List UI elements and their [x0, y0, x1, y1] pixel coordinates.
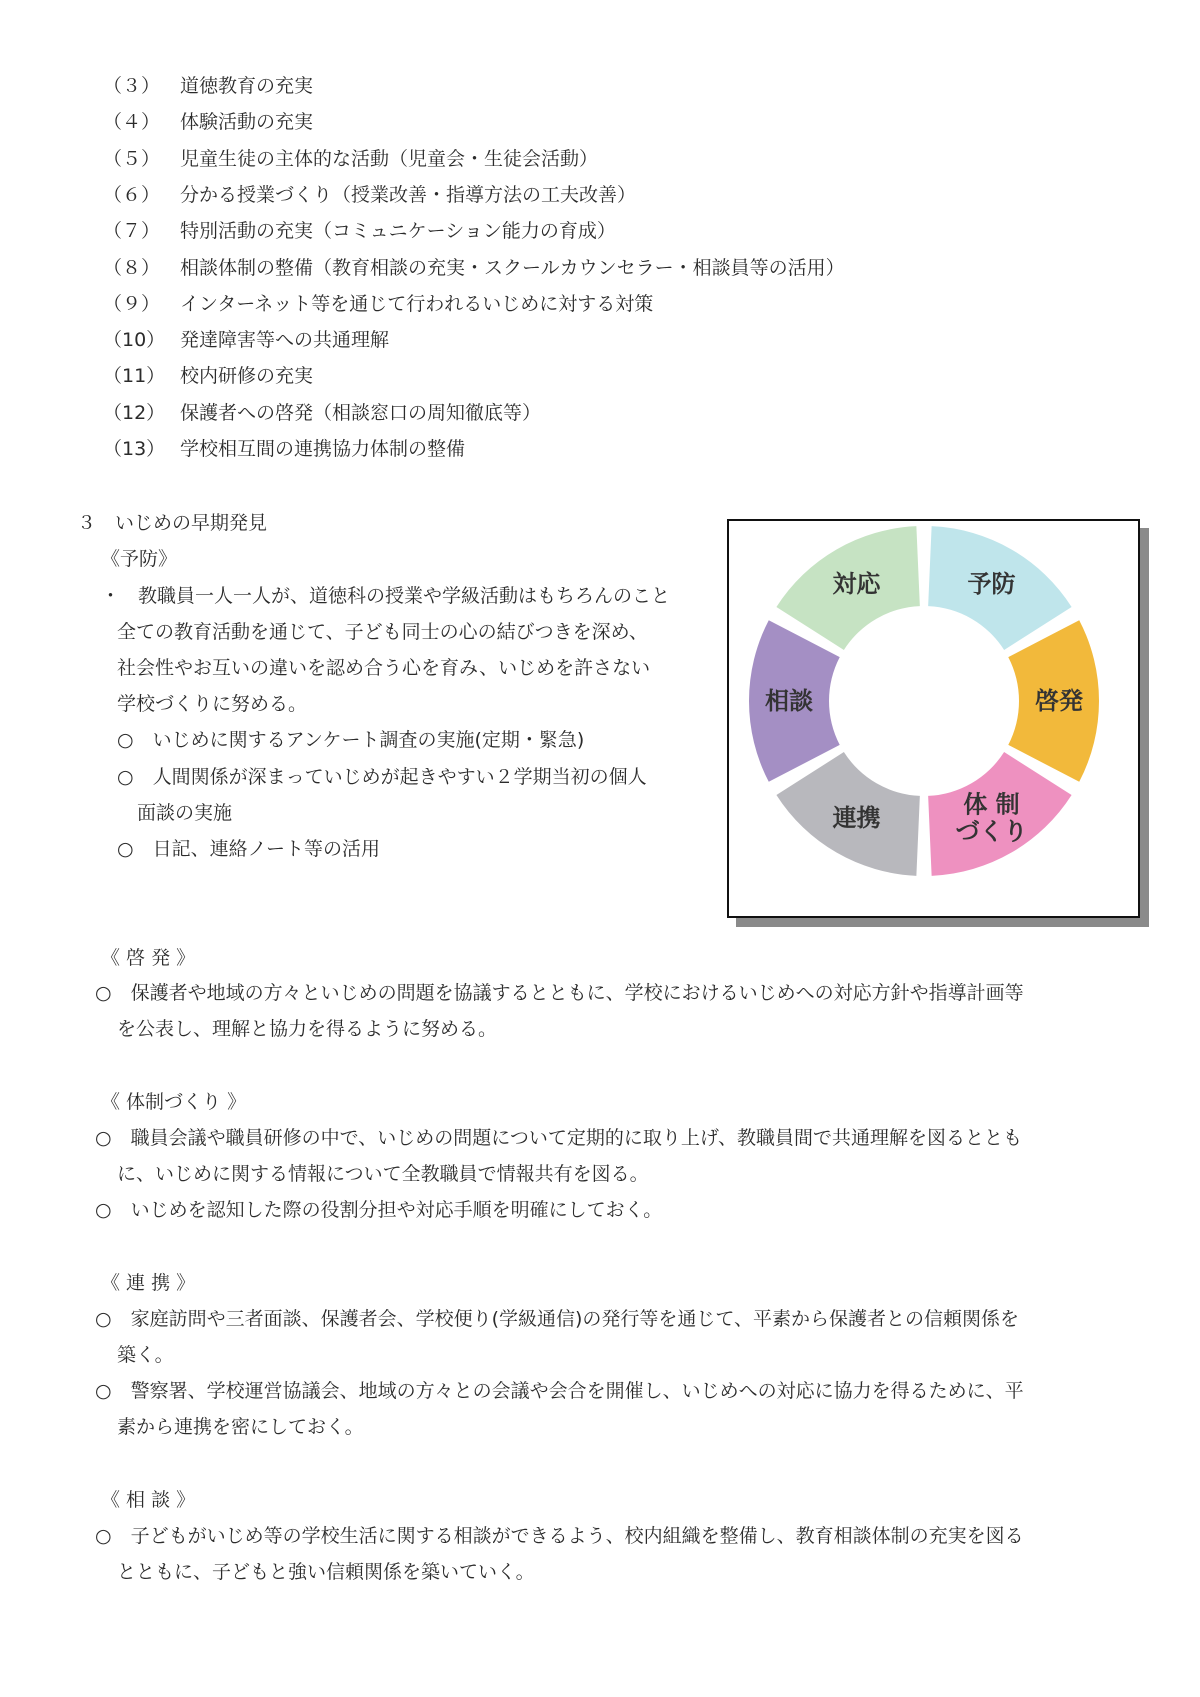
system-title: 《 体制づくり 》 — [101, 1091, 247, 1113]
system-line: ○ 職員会議や職員研修の中で、いじめの問題について定期的に取り上げ、教職員間で共通理解を図るととも — [95, 1127, 1023, 1149]
list-item-text: 発達障害等への共通理解 — [180, 329, 390, 352]
list-item-number: （５） — [103, 147, 161, 170]
list-item-text: 特別活動の充実（コミュニケーション能力の育成） — [180, 220, 616, 243]
list-item — [0, 183, 1100, 207]
list-item — [0, 292, 1100, 316]
list-item-text: 保護者への啓発（相談窓口の周知徹底等） — [180, 401, 542, 424]
cycle-segment-label: 予防 — [967, 570, 1016, 599]
cooperation-line: ○ 家庭訪問や三者面談、保護者会、学校便り(学級通信)の発行等を通じて、平素から保護者との信頼関係を — [95, 1308, 1020, 1330]
list-item-number: （８） — [103, 256, 161, 279]
list-item-text: 相談体制の整備（教育相談の充実・スクールカウンセラー・相談員等の活用） — [180, 256, 845, 279]
list-item-text: 道徳教育の充実 — [180, 75, 314, 97]
list-item-number: （11） — [103, 365, 166, 388]
list-item-number: （12） — [103, 401, 166, 424]
prevention-title: 《予防》 — [101, 548, 178, 570]
cycle-diagram — [727, 519, 1140, 918]
list-item — [0, 364, 1100, 388]
cycle-segment-label: 対応 — [832, 570, 881, 599]
list-item-number: （７） — [103, 220, 161, 243]
prevention-item: ○ 日記、連絡ノート等の活用 — [117, 838, 381, 860]
list-item-text: 児童生徒の主体的な活動（児童会・生徒会活動） — [180, 147, 599, 170]
cooperation-line: 築く。 — [117, 1344, 174, 1366]
cycle-segment-label: 相談 — [765, 687, 813, 715]
list-item-number: （６） — [103, 183, 161, 206]
list-item-number: （９） — [103, 292, 161, 315]
cooperation-title: 《 連 携 》 — [101, 1272, 196, 1294]
list-item-number: （10） — [103, 329, 166, 352]
cooperation-line: ○ 警察署、学校運営協議会、地域の方々との会議や会合を開催し、いじめへの対応に協力を得るために、平 — [95, 1380, 1024, 1402]
prevention-text-line: 全ての教育活動を通じて、子ども同士の心の結びつきを深め、 — [117, 621, 648, 643]
list-item — [0, 328, 1100, 352]
list-item-number: （13） — [103, 438, 166, 460]
prevention-item-continued: 面談の実施 — [137, 802, 233, 824]
list-item — [0, 74, 1100, 98]
enlightenment-title: 《 啓 発 》 — [101, 947, 196, 969]
list-item — [0, 110, 1100, 134]
prevention-text-line: 教職員一人一人が、道徳科の授業や学級活動はもちろんのこと — [138, 585, 671, 607]
list-item — [0, 256, 1100, 280]
cycle-diagram-svg — [729, 521, 1138, 916]
list-item-number: （４） — [103, 111, 161, 134]
consultation-line: とともに、子どもと強い信頼関係を築いていく。 — [117, 1561, 535, 1583]
list-item-text: 体験活動の充実 — [180, 111, 314, 134]
prevention-item: ○ 人間関係が深まっていじめが起きやすい２学期当初の個人 — [117, 766, 647, 788]
list-item-text: 学校相互間の連携協力体制の整備 — [180, 438, 466, 460]
cycle-segment-label: 体 制づくり — [955, 790, 1028, 846]
list-item-text: 校内研修の充実 — [180, 365, 314, 388]
enlightenment-line: ○ 保護者や地域の方々といじめの問題を協議するとともに、学校におけるいじめへの対応方針や指導計画等 — [95, 982, 1024, 1004]
prevention-bullet: ・ — [101, 585, 121, 607]
list-item-number: （３） — [103, 75, 161, 97]
consultation-line: ○ 子どもがいじめ等の学校生活に関する相談ができるよう、校内組織を整備し、教育相談体制の充実を図る — [95, 1525, 1024, 1547]
cooperation-line: 素から連携を密にしておく。 — [117, 1416, 364, 1438]
enlightenment-line: を公表し、理解と協力を得るように努める。 — [117, 1018, 498, 1040]
prevention-item: ○ いじめに関するアンケート調査の実施(定期・緊急) — [117, 729, 585, 751]
section-3-heading: ３ いじめの早期発見 — [77, 512, 268, 534]
system-line: に、いじめに関する情報について全教職員で情報共有を図る。 — [117, 1163, 649, 1185]
list-item — [0, 437, 1100, 461]
prevention-text-line: 社会性やお互いの違いを認め合う心を育み、いじめを許さない — [117, 657, 651, 679]
consultation-title: 《 相 談 》 — [101, 1489, 196, 1511]
list-item — [0, 401, 1100, 425]
list-item — [0, 219, 1100, 243]
prevention-text-line: 学校づくりに努める。 — [117, 693, 308, 715]
cycle-segment-label: 啓発 — [1035, 687, 1083, 715]
list-item-text: インターネット等を通じて行われるいじめに対する対策 — [180, 292, 654, 315]
list-item-text: 分かる授業づくり（授業改善・指導方法の工夫改善） — [180, 183, 637, 206]
system-line: ○ いじめを認知した際の役割分担や対応手順を明確にしておく。 — [95, 1199, 663, 1221]
cycle-segment-label: 連携 — [832, 803, 881, 832]
list-item — [0, 147, 1100, 171]
